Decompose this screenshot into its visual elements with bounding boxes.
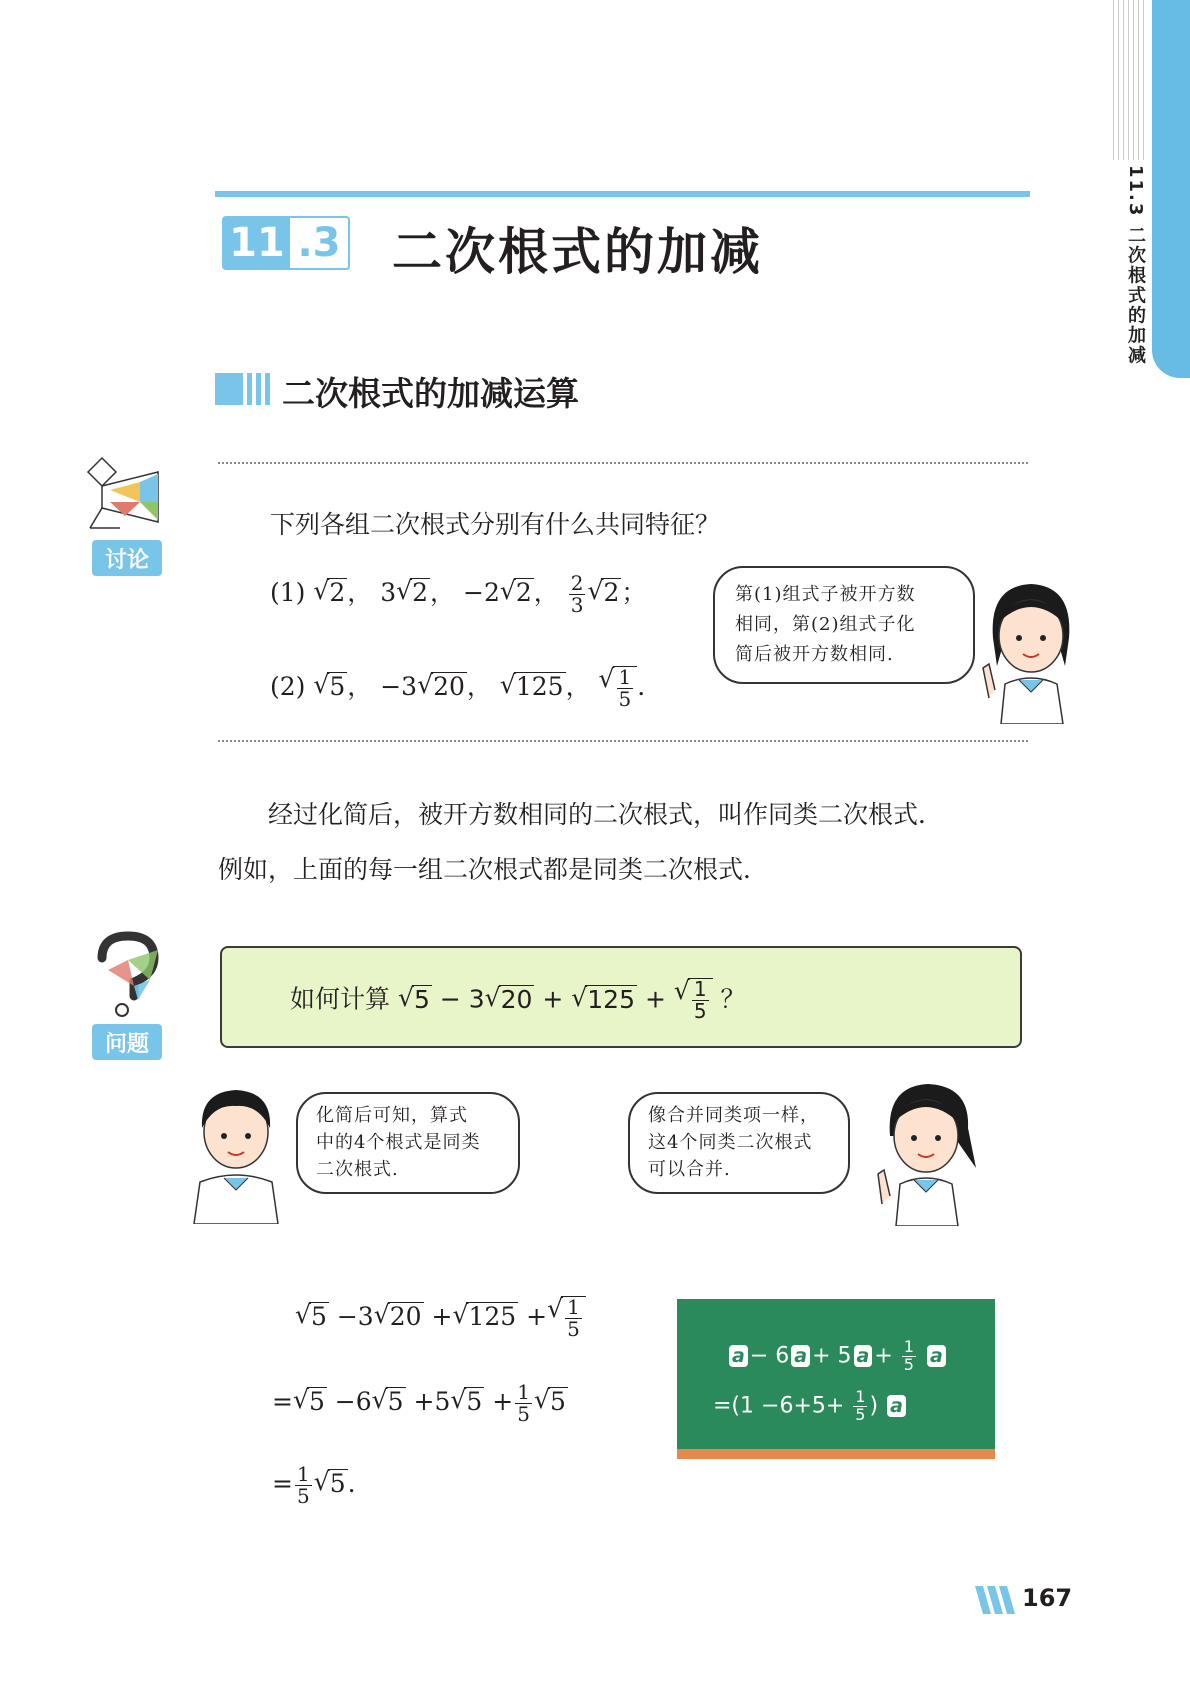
- discussion-icon: [80, 452, 175, 534]
- subsection-title: 二次根式的加减运算: [282, 374, 579, 413]
- speech-bubble-boy: 化简后可知，算式 中的4个根式是同类 二次根式.: [296, 1092, 520, 1194]
- boy-illustration: [186, 1082, 286, 1224]
- header-bar: [215, 191, 1030, 197]
- root-group-1: (1) √ 2， 3√ 2， −2√ 2， $\frac{2}{3}$ √ 2；: [270, 573, 646, 616]
- page-title: 二次根式的加减: [392, 223, 763, 281]
- discussion-tag: 讨论: [92, 540, 162, 576]
- definition-line-2: 例如，上面的每一组二次根式都是同类二次根式．: [218, 855, 769, 884]
- divider-top: [218, 462, 1028, 464]
- page-number-stripes: [975, 1586, 1019, 1614]
- speech-bubble-discussion: 第(1)组式子被开方数 相同，第(2)组式子化 简后被开方数相同.: [713, 566, 975, 684]
- girl-illustration-2: [870, 1078, 982, 1226]
- side-decoration: [1113, 0, 1145, 160]
- discussion-question: 下列各组二次根式分别有什么共同特征？: [270, 510, 721, 539]
- section-minor: .3: [297, 220, 341, 266]
- side-tab-title: 11.3 二次根式的加减: [1125, 165, 1146, 366]
- problem-text: 如何计算 √ 5 − 3√ 20 + √ 125 + √ $\frac{1}{5}$ ？: [290, 978, 746, 1022]
- problem-tag: 问题: [92, 1024, 162, 1060]
- root-group-2: (2) √ 5， −3√ 20， √ 125， √ $\frac{1}{5}$ .: [270, 666, 645, 710]
- calc-line-1: √ 5 −3√ 20 +√ 125 + √ $\frac{1}{5}$: [295, 1296, 586, 1340]
- definition-line-1: 经过化简后，被开方数相同的二次根式，叫作同类二次根式．: [268, 800, 944, 829]
- girl-illustration: [975, 578, 1087, 724]
- group-1-label: (1): [270, 578, 306, 607]
- section-badge: [222, 216, 350, 270]
- subsection-marker: [215, 373, 270, 405]
- calc-line-2: =√ 5 −6√ 5 +5√ 5 + $\frac{1}{5}$ √ 5: [272, 1382, 568, 1425]
- section-major: 11: [224, 218, 290, 268]
- side-tab: [1152, 0, 1190, 378]
- group-2-label: (2): [270, 672, 306, 701]
- question-mark-icon: [88, 930, 168, 1020]
- board-line-1: a − 6 a + 5 a + $\frac{1}{5}$ a: [727, 1339, 948, 1374]
- board-line-2: =(1 −6+5+ $\frac{1}{5}$ ) a: [713, 1389, 908, 1424]
- calc-line-3: = $\frac{1}{5}$ √ 5.: [272, 1464, 356, 1507]
- divider-bottom: [218, 740, 1028, 742]
- chalkboard: [677, 1299, 995, 1459]
- speech-bubble-girl: 像合并同类项一样， 这4个同类二次根式 可以合并.: [628, 1092, 850, 1194]
- page-number: 167: [1022, 1584, 1073, 1612]
